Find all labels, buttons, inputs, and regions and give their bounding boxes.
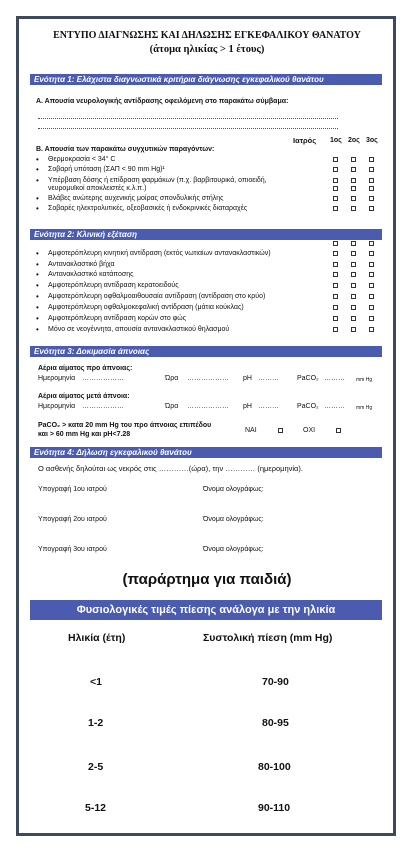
checkbox[interactable] (351, 305, 356, 310)
checkbox[interactable] (351, 241, 356, 246)
checkbox[interactable] (369, 294, 374, 299)
checkbox[interactable] (369, 251, 374, 256)
time-label: Ώρα (165, 375, 179, 382)
checkbox[interactable] (333, 157, 338, 162)
signature-3-label: Υπογραφή 3ου ιατρού (38, 546, 107, 553)
paco2-label: PaCO₂ (297, 375, 319, 382)
checkbox[interactable] (351, 251, 356, 256)
checkbox[interactable] (351, 294, 356, 299)
form-title: ΕΝΤΥΠΟ ΔΙΑΓΝΩΣΗΣ ΚΑΙ ΔΗΛΩΣΗΣ ΕΓΚΕΦΑΛΙΚΟΥ ΘΑΝΑΤΟΥ (53, 30, 361, 41)
checkbox[interactable] (369, 167, 374, 172)
checkbox[interactable] (333, 178, 338, 183)
after-apnea-label: Αέρια αίματος μετά άπνοια: (38, 393, 130, 400)
fill-line[interactable] (38, 128, 338, 129)
age-cell: 5-12 (85, 802, 107, 814)
section-2-heading: Ενότητα 2: Κλινική εξέταση (30, 229, 382, 240)
section-4-heading: Ενότητα 4: Δήλωση εγκεφαλικού θανάτου (30, 447, 382, 458)
checkbox[interactable] (351, 206, 356, 211)
death-statement: Ο ασθενής δηλούται ως νεκρός στις …………(ώρα), την ………… (ημερομηνία). (38, 464, 303, 473)
date-label: Ημερομηνία (38, 375, 76, 382)
section-1-a-label: Α. Απουσία νευρολογικής αντίδρασης οφειλόμενη στο παρακάτω σύμβαμα: (36, 98, 289, 105)
checkbox[interactable] (333, 327, 338, 332)
ph-label: pH (243, 375, 252, 382)
ph-field[interactable]: ……… (258, 403, 279, 410)
pressure-cell: 70-90 (262, 676, 289, 688)
time-field[interactable]: ……………… (187, 375, 229, 382)
paco2-label: PaCO₂ (297, 403, 319, 410)
checkbox[interactable] (333, 272, 338, 277)
checkbox[interactable] (351, 327, 356, 332)
col-3: 3ος (366, 137, 378, 144)
checkbox[interactable] (351, 178, 356, 183)
pressure-cell: 80-95 (262, 717, 289, 729)
list-item-continued: νευρομυϊκοί αποκλειστές κ.λ.π.) (48, 185, 147, 192)
criterion-line-2: και > 60 mm Hg και pH<7.28 (38, 431, 131, 438)
checkbox[interactable] (351, 157, 356, 162)
paco2-field[interactable]: ……… (324, 403, 345, 410)
checkbox[interactable] (333, 283, 338, 288)
col-doctor: Ιατρός (293, 136, 317, 145)
checkbox[interactable] (351, 167, 356, 172)
yes-label: ΝΑΙ (245, 427, 257, 434)
checkbox[interactable] (333, 186, 338, 191)
checkbox[interactable] (369, 157, 374, 162)
checkbox[interactable] (333, 316, 338, 321)
checkbox[interactable] (369, 241, 374, 246)
checkbox[interactable] (351, 283, 356, 288)
appendix-title: (παράρτημα για παιδιά) (122, 571, 292, 588)
col-pressure: Συστολική πίεση (mm Hg) (203, 632, 333, 644)
no-checkbox[interactable] (336, 428, 341, 433)
checkbox[interactable] (333, 262, 338, 267)
checkbox[interactable] (333, 206, 338, 211)
checkbox[interactable] (333, 167, 338, 172)
no-label: ΟΧΙ (303, 427, 316, 434)
pressure-cell: 90-110 (258, 802, 291, 814)
ph-label: pH (243, 403, 252, 410)
checkbox[interactable] (369, 305, 374, 310)
checkbox[interactable] (333, 241, 338, 246)
checkbox[interactable] (333, 305, 338, 310)
time-label: Ώρα (165, 403, 179, 410)
before-apnea-label: Αέρια αίματος προ άπνοιας: (38, 365, 133, 372)
section-1-heading: Ενότητα 1: Ελάχιστα διαγνωστικά κριτήρια διάγνωσης εγκεφαλικού θανάτου (30, 74, 382, 85)
checkbox[interactable] (369, 283, 374, 288)
checkbox[interactable] (369, 178, 374, 183)
fill-line[interactable] (38, 118, 338, 119)
criterion-line-1: PaCO₂ > κατα 20 mm Hg του προ άπνοιας επιπέδου (38, 422, 212, 429)
age-cell: 1-2 (88, 717, 104, 729)
checkbox[interactable] (369, 206, 374, 211)
checkbox[interactable] (351, 196, 356, 201)
name-label: Όνομα ολογράφως: (203, 486, 264, 493)
signature-1-label: Υπογραφή 1ου ιατρού (38, 486, 107, 493)
ph-field[interactable]: ……… (258, 375, 279, 382)
date-field[interactable]: ……………… (82, 375, 124, 382)
paco2-field[interactable]: ……… (324, 375, 345, 382)
col-age: Ηλικία (έτη) (68, 632, 126, 644)
checkbox[interactable] (333, 251, 338, 256)
checkbox[interactable] (351, 316, 356, 321)
checkbox[interactable] (333, 196, 338, 201)
name-label: Όνομα ολογράφως: (203, 546, 264, 553)
name-label: Όνομα ολογράφως: (203, 516, 264, 523)
date-label: Ημερομηνία (38, 403, 76, 410)
checkbox[interactable] (351, 262, 356, 267)
checkbox[interactable] (369, 196, 374, 201)
date-field[interactable]: ……………… (82, 403, 124, 410)
unit-label: mm Hg (356, 405, 373, 411)
age-cell: <1 (90, 676, 102, 688)
section-1-b-label: Β. Απουσία των παρακάτω συγχυτικών παραγόντων: (36, 146, 215, 153)
checkbox[interactable] (369, 316, 374, 321)
checkbox[interactable] (369, 272, 374, 277)
checkbox[interactable] (333, 294, 338, 299)
checkbox[interactable] (369, 327, 374, 332)
checkbox[interactable] (369, 262, 374, 267)
form-subtitle: (άτομα ηλικίας > 1 έτους) (149, 44, 265, 55)
section-3-heading: Ενότητα 3: Δοκιμασία άπνοιας (30, 346, 382, 357)
checkbox[interactable] (351, 186, 356, 191)
col-1: 1ος (330, 137, 342, 144)
checkbox[interactable] (369, 186, 374, 191)
time-field[interactable]: ……………… (187, 403, 229, 410)
pressure-table-heading: Φυσιολογικές τιμές πίεσης ανάλογα με την ηλικία (30, 600, 382, 620)
yes-checkbox[interactable] (278, 428, 283, 433)
unit-label: mm Hg (356, 377, 373, 383)
checkbox[interactable] (351, 272, 356, 277)
col-2: 2ος (348, 137, 360, 144)
pressure-cell: 80-100 (258, 761, 291, 773)
signature-2-label: Υπογραφή 2ου ιατρού (38, 516, 107, 523)
age-cell: 2-5 (88, 761, 104, 773)
